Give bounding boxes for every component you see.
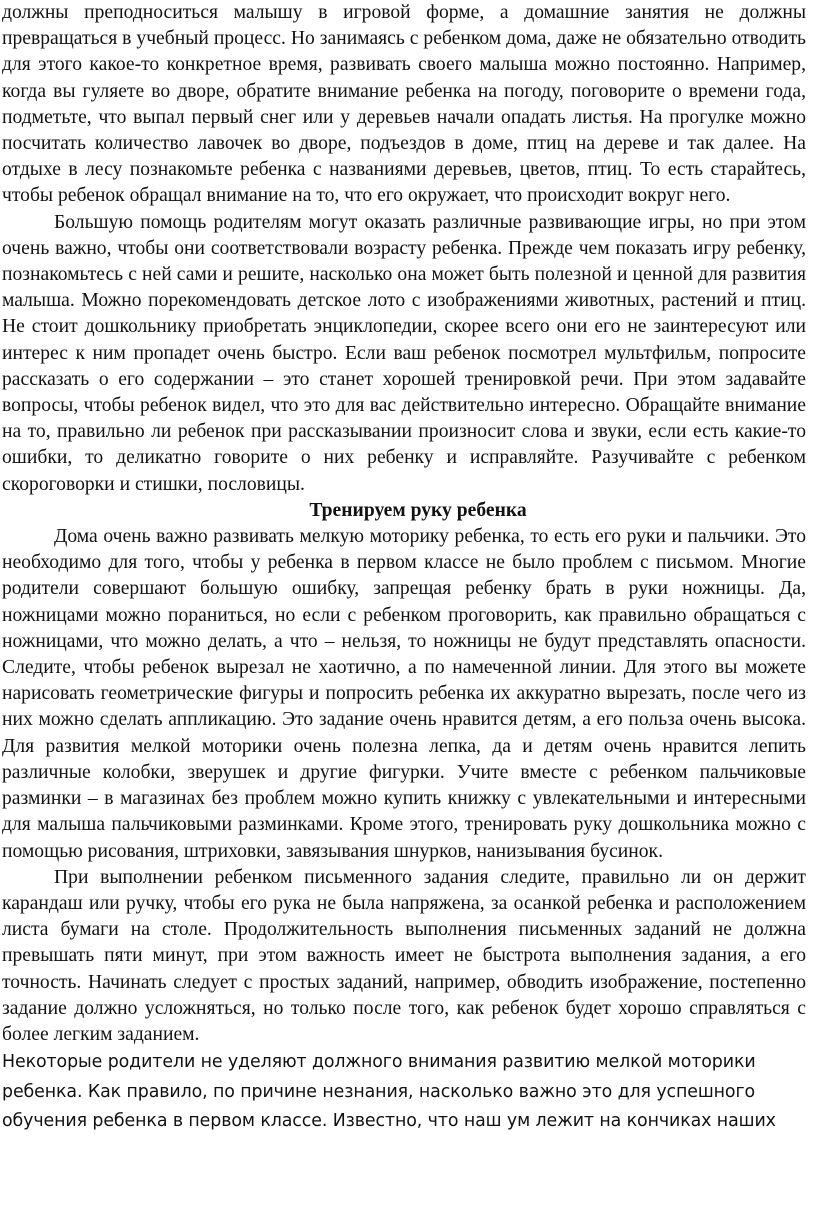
paragraph-fine-motor-skills: Дома очень важно развивать мелкую моторику ребенка, то есть его руки и пальчики. Это необходимо для того, чтобы у ребенка в первом классе не было проблем с письмом. Многие родители совершают большую ошибку, запрещая ребенку брать в руки ножницы. Да, ножницами можно пораниться, но если с ребенком проговорить, как правильно обращаться с ножницами, что можно делать, а что – нельзя, то ножницы не будут представлять опасности. Следите, чтобы ребенок вырезал не хаотично, а по намеченной линии. Для этого вы можете нарисовать геометрические фигуры и попросить ребенка их аккуратно вырезать, после чего из них можно сделать аппликацию. Это задание очень нравится детям, а его польза очень высока. Для развития мелкой моторики очень полезна лепка, да и детям очень нравится лепить различные колобки, зверушек и другие фигурки. Учите вместе с ребенком пальчиковые разминки – в магазинах без проблем можно купить книжку с увлекательными и интересными для малыша пальчиковыми разминками. Кроме этого, тренировать руку дошкольника можно с помощью рисования, штриховки, завязывания шнурков, нанизывания бусинок. (2, 526, 806, 862)
text-line: Некоторые родители не уделяют должного внимания развитию мелкой моторики (2, 1052, 756, 1073)
text-line: ребенка. Как правило, по причине незнания, насколько важно это для успешного (2, 1081, 756, 1102)
paragraph-continuation: должны преподноситься малышу в игровой форме, а домашние занятия не должны превращаться в учебный процесс. Но занимаясь с ребенком дома, даже не обязательно отводить для этого какое-то конкретное время, развивать своего малыша можно постоянно. Например, когда вы гуляете во дворе, обратите внимание ребенка на погоду, поговорите о времени года, подметьте, что выпал первый снег или у деревьев начали опадать листья. На прогулке можно посчитать количество лавочек во дворе, подъездов в доме, птиц на дереве и так далее. На отдыхе в лесу познакомьте ребенка с названиями деревьев, цветов, птиц. То есть старайтесь, чтобы ребенок обращал внимание на то, что его окружает, что происходит вокруг него. (2, 2, 806, 207)
text-line: обучения ребенка в первом классе. Известно, что наш ум лежит на кончиках наших (2, 1111, 776, 1132)
paragraph-parents-attention (2, 1048, 806, 1137)
section-heading: Тренируем руку ребенка (309, 499, 527, 521)
paragraph-writing-tasks: При выполнении ребенком письменного задания следите, правильно ли он держит карандаш или ручку, чтобы его рука не была напряжена, за осанкой ребенка и расположением листа бумаги на столе. Продолжительность выполнения письменных заданий не должна превышать пяти минут, при этом важность имеет не быстрота выполнения задания, а его точность. Начинать следует с простых заданий, например, обводить изображение, постепенно задание должно усложняться, но только после того, как ребенок будет хорошо справляться с более легким заданием. (2, 866, 806, 1045)
paragraph-developmental-games: Большую помощь родителям могут оказать различные развивающие игры, но при этом очень важно, чтобы они соответствовали возрасту ребенка. Прежде чем показать игру ребенку, познакомьтесь с ней сами и решите, насколько она может быть полезной и ценной для развития малыша. Можно порекомендовать детское лото с изображениями животных, растений и птиц. Не стоит дошкольнику приобретать энциклопедии, скорее всего они его не заинтересуют или интерес к ним пропадет очень быстро. Если ваш ребенок посмотрел мультфильм, попросите рассказать о его содержании – это станет хорошей тренировкой речи. При этом задавайте вопросы, чтобы ребенок видел, что это для вас действительно интересно. Обращайте внимание на то, правильно ли ребенок при рассказывании произносит слова и звуки, если есть какие-то ошибки, то деликатно говорите о них ребенку и исправляйте. Разучивайте с ребенком скороговорки и стишки, пословицы. (2, 211, 806, 495)
